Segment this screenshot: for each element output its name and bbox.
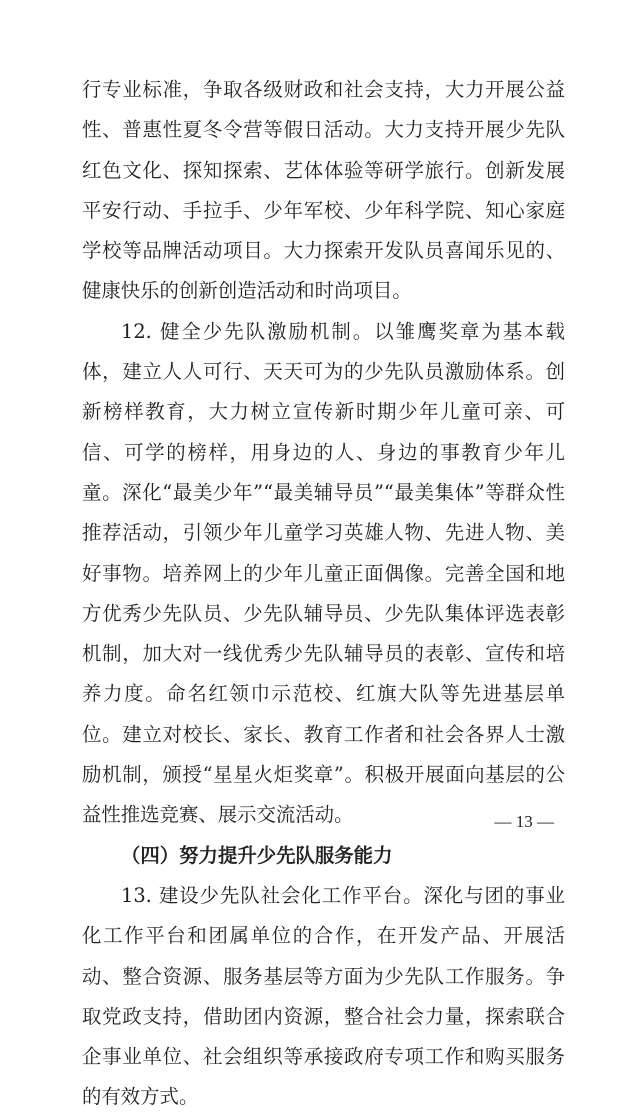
paragraph-item-12: 12. 健全少先队激励机制。以雏鹰奖章为基本载体，建立人人可行、天天可为的少先队员激励体系。创新榜样教育，大力树立宣传新时期少年儿童可亲、可信、可学的榜样，用身边的人、身边的事教育少年儿童。深化“最美少年”“最美辅导员”“最美集体”等群众性推荐活动，引领少年儿童学习英雄人物、先进人物、美好事物。培养网上的少年儿童正面偶像。完善全国和地方优秀少先队员、少先队辅导员、少先队集体评选表彰机制，加大对一线优秀少先队辅导员的表彰、宣传和培养力度。命名红领巾示范校、红旗大队等先进基层单位。建立对校长、家长、教育工作者和社会各界人士激励机制，颁授“星星火炬奖章”。积极开展面向基层的公益性推选竞赛、展示交流活动。 [82,319,565,827]
section-heading: （四）努力提升少先队服务能力 [121,843,393,867]
page-number: — 13 — [494,812,554,831]
paragraph-continued: 行专业标准，争取各级财政和社会支持，大力开展公益性、普惠性夏冬令营等假日活动。大力支持开展少先队红色文化、探知探索、艺体体验等研学旅行。创新发展平安行动、手拉手、少年军校、少年科学院、知心家庭学校等品牌活动项目。大力探索开发队员喜闻乐见的、健康快乐的创新创造活动和时尚项目。 [82,78,565,303]
document-page [82,70,565,1118]
paragraph-item-13: 13. 建设少先队社会化工作平台。深化与团的事业化工作平台和团属单位的合作，在开发产品、开展活动、整合资源、服务基层等方面为少先队工作服务。争取党政支持，借助团内资源，整合社会力量，探索联合企事业单位、社会组织等承接政府专项工作和购买服务的有效方式。 [82,883,565,1109]
